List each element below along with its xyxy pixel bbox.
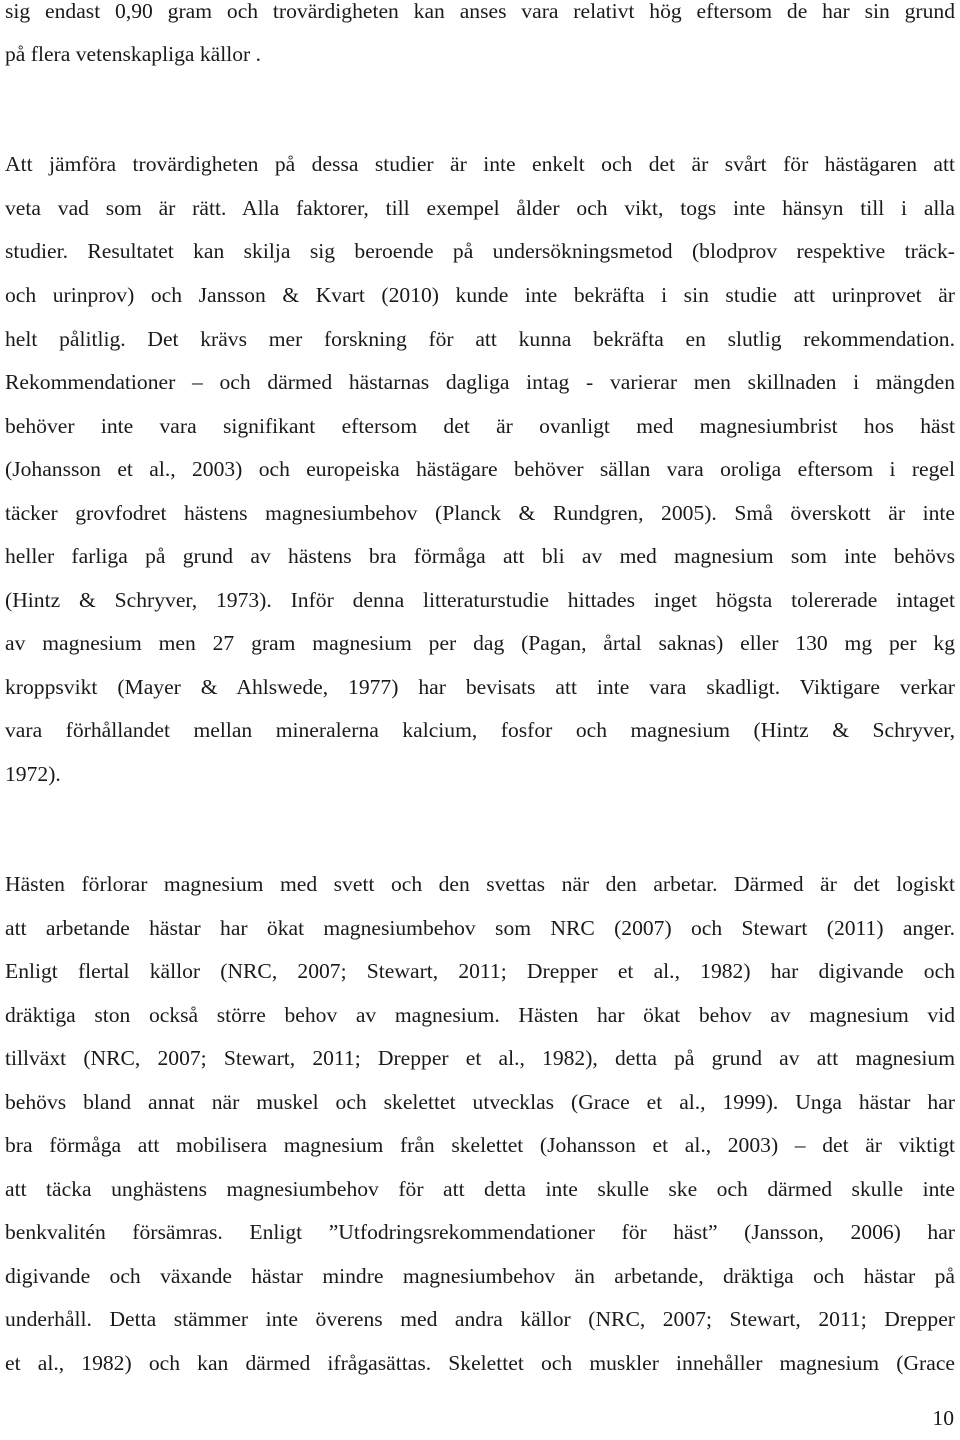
text-line: behövs bland annat när muskel och skelettet utvecklas (Grace et al., 1999). Unga hästar har [5,1090,955,1114]
text-line: kroppsvikt (Mayer & Ahlswede, 1977) har bevisats att inte vara skadligt. Viktigare verkar [5,675,955,699]
text-line: att täcka unghästens magnesiumbehov för att detta inte skulle ske och därmed skulle inte [5,1177,955,1201]
text-line: Enligt flertal källor (NRC, 2007; Stewart, 2011; Drepper et al., 1982) har digivande och [5,959,955,983]
text-line: att arbetande hästar har ökat magnesiumbehov som NRC (2007) och Stewart (2011) anger. [5,916,955,940]
text-line: Att jämföra trovärdigheten på dessa studier är inte enkelt och det är svårt för hästägaren att [5,152,955,176]
text-line: sig endast 0,90 gram och trovärdigheten kan anses vara relativt hög eftersom de har sin grund [5,0,955,23]
text-line: tillväxt (NRC, 2007; Stewart, 2011; Drepper et al., 1982), detta på grund av att magnesium [5,1046,955,1070]
text-line: bra förmåga att mobilisera magnesium från skelettet (Johansson et al., 2003) – det är viktigt [5,1133,955,1157]
text-line: digivande och växande hästar mindre magnesiumbehov än arbetande, dräktiga och hästar på [5,1264,955,1288]
text-line: underhåll. Detta stämmer inte överens med andra källor (NRC, 2007; Stewart, 2011; Drepper [5,1307,955,1331]
text-line: på flera vetenskapliga källor . [5,42,262,66]
text-line: av magnesium men 27 gram magnesium per dag (Pagan, årtal saknas) eller 130 mg per kg [5,631,955,655]
text-line: et al., 1982) och kan därmed ifrågasättas. Skelettet och muskler innehåller magnesium (Grace [5,1351,955,1375]
text-line: heller farliga på grund av hästens bra förmåga att bli av med magnesium som inte behövs [5,544,955,568]
text-line: vara förhållandet mellan mineralerna kalcium, fosfor och magnesium (Hintz & Schryver, [5,718,955,742]
text-line: Hästen förlorar magnesium med svett och den svettas när den arbetar. Därmed är det logiskt [5,872,955,896]
text-line: studier. Resultatet kan skilja sig beroende på undersökningsmetod (blodprov respektive träck- [5,239,955,263]
text-line: dräktiga ston också större behov av magnesium. Hästen har ökat behov av magnesium vid [5,1003,955,1027]
text-line: 1972). [5,762,61,786]
text-line: benkvalitén försämras. Enligt ”Utfodringsrekommendationer för häst” (Jansson, 2006) har [5,1220,955,1244]
text-line: behöver inte vara signifikant eftersom det är ovanligt med magnesiumbrist hos häst [5,414,955,438]
text-line: (Hintz & Schryver, 1973). Inför denna litteraturstudie hittades inget högsta tolererade intaget [5,588,955,612]
text-line: täcker grovfodret hästens magnesiumbehov (Planck & Rundgren, 2005). Små överskott är inte [5,501,955,525]
page-number: 10 [932,1406,954,1430]
text-line: veta vad som är rätt. Alla faktorer, till exempel ålder och vikt, togs inte hänsyn till i alla [5,196,955,220]
text-line: helt pålitlig. Det krävs mer forskning för att kunna bekräfta en slutlig rekommendation. [5,327,955,351]
text-line: och urinprov) och Jansson & Kvart (2010) kunde inte bekräfta i sin studie att urinprovet är [5,283,955,307]
text-line: (Johansson et al., 2003) och europeiska hästägare behöver sällan vara oroliga eftersom i regel [5,457,955,481]
text-line: Rekommendationer – och därmed hästarnas dagliga intag - varierar men skillnaden i mängden [5,370,955,394]
